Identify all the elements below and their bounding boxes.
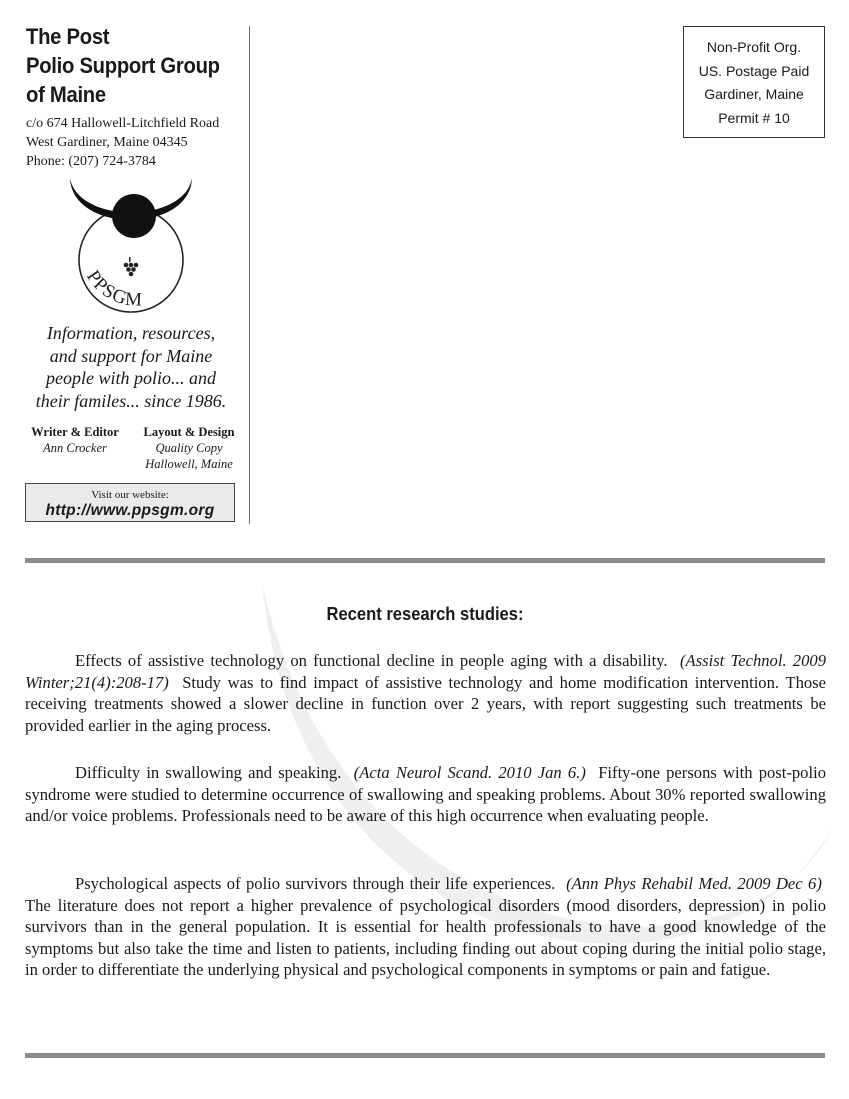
address-line-1: c/o 674 Hallowell-Litchfield Road — [26, 116, 220, 131]
layout-title: Layout & Design — [143, 425, 235, 439]
bottom-rule — [25, 1053, 825, 1058]
article-1-title: Effects of assistive technology on functional decline in people aging with a disability. — [75, 651, 668, 670]
org-name-line-3: of Maine — [26, 82, 106, 107]
layout-line-1: Quality Copy — [155, 441, 223, 455]
layout-credit — [136, 424, 242, 472]
ppsgm-logo — [62, 174, 197, 319]
article-3-citation: (Ann Phys Rehabil Med. 2009 Dec 6) — [566, 874, 822, 893]
website-box — [25, 483, 235, 522]
masthead-divider — [249, 26, 250, 524]
writer-credit — [22, 424, 128, 456]
org-name-line-1: The Post — [26, 24, 110, 49]
article-1 — [25, 650, 826, 736]
article-1-citation: (Assist Technol. 2009 Winter;21(4):208-17) — [25, 651, 826, 692]
svg-text:PPSGM — [82, 267, 143, 311]
article-2-title: Difficulty in swallowing and speaking. — [75, 763, 342, 782]
article-3 — [25, 873, 826, 981]
website-url[interactable]: http://www.ppsgm.org — [45, 502, 215, 519]
org-name — [26, 22, 228, 109]
tagline-line-1: Information, resources, — [46, 323, 216, 343]
tagline — [22, 322, 240, 412]
address-line-3: Phone: (207) 724-3784 — [26, 154, 156, 169]
article-2 — [25, 762, 826, 827]
article-2-citation: (Acta Neurol Scand. 2010 Jan 6.) — [353, 763, 586, 782]
postage-line-2: US. Postage Paid — [698, 62, 810, 79]
tagline-line-2: and support for Maine — [49, 345, 213, 366]
layout-line-2: Hallowell, Maine — [145, 457, 233, 471]
postage-indicia — [683, 26, 825, 138]
logo-text: PPSGM — [82, 266, 144, 311]
writer-title: Writer & Editor — [31, 425, 119, 439]
mailing-address — [26, 114, 246, 171]
section-title: Recent research studies: — [326, 604, 524, 624]
tagline-line-4: their familes... since 1986. — [35, 390, 227, 411]
article-3-title: Psychological aspects of polio survivors through their life experiences. — [75, 874, 556, 893]
org-name-line-2: Polio Support Group — [26, 53, 220, 78]
article-2-body: Fifty-one persons with post-polio syndrome were studied to determine occurrence of swallowing and speaking problems. About 30% reported swallowing and/or voice problems. Professionals need to be aware of this high occurrence when evaluating people. — [25, 763, 826, 825]
postage-line-1: Non-Profit Org. — [706, 39, 802, 55]
postage-line-3: Gardiner, Maine — [704, 86, 804, 102]
website-label: Visit our website: — [91, 489, 169, 501]
article-1-body: Study was to find impact of assistive technology and home modification intervention. Those receiving treatments showed a slower decline in function over 2 years, with report suggesting such treatments be provided earlier in the aging process. — [25, 672, 827, 735]
postage-line-4: Permit # 10 — [718, 109, 790, 126]
tagline-line-3: people with polio... and — [46, 368, 216, 388]
address-line-2: West Gardiner, Maine 04345 — [26, 135, 188, 150]
writer-name: Ann Crocker — [43, 441, 107, 455]
article-3-body: The literature does not report a higher prevalence of psychological disorders (mood disorders, depression) in polio survivors than in the general population. It is essential for health professionals to have a good knowledge of the symptoms but also take the time and listen to patients, including finding out about coping during the initial polio stage, in order to differentiate the underlying physical and psychological components in symptoms or pain and fatigue. — [25, 895, 826, 979]
